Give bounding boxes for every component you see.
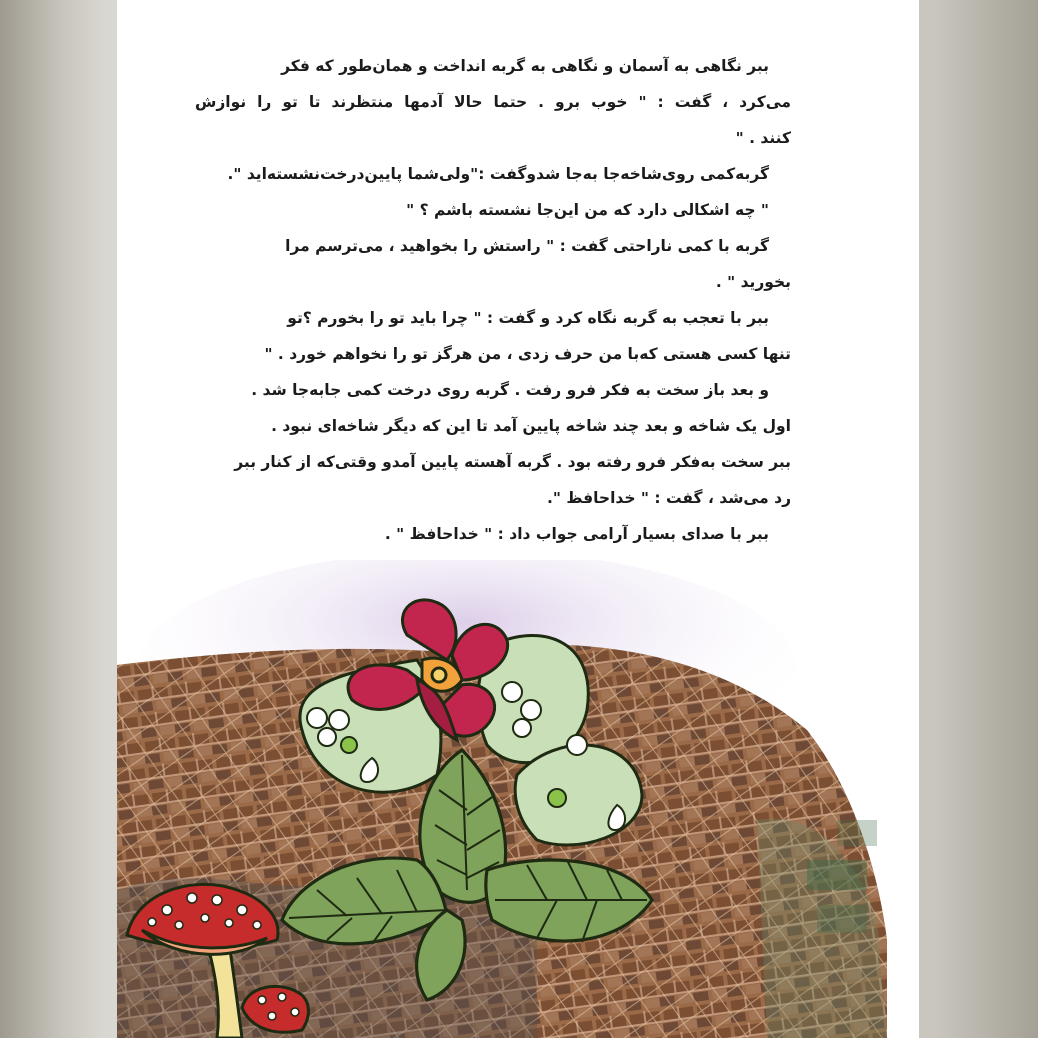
story-line-13: رد می‌شد ، گفت : " خداحافظ ". (546, 489, 791, 507)
story-line-1: ببر نگاهی به آسمان و نگاهی به گربه انداخت و همان‌طور که فکر (281, 57, 769, 75)
story-line-2: می‌کرد ، گفت : " خوب برو . حتما حالا آدمها منتظرند تا تو را نوازش (195, 93, 791, 111)
story-line-10: و بعد باز سخت به فکر فرو رفت . گربه روی درخت کمی جا‌به‌جا شد . (251, 381, 769, 399)
story-line-6: گربه با کمی ناراحتی گفت : " راستش را بخواهید ، می‌ترسم مرا (285, 237, 769, 255)
story-text (195, 48, 791, 552)
story-line-3: کنند . " (735, 129, 791, 147)
story-line-5: " چه اشکالی دارد که من این‌جا نشسته باشم ؟ " (406, 201, 769, 219)
story-line-9: تنها کسی هستی که‌با من حرف زدی ، من هرگز تو را نخواهم خورد . " (264, 345, 791, 363)
story-line-7: بخورید " . (715, 273, 791, 291)
story-line-12: ببر سخت به‌فکر فرو رفته بود . گربه آهسته پایین آمدو وقتی‌که از کنار ببر (234, 453, 791, 471)
story-line-8: ببر با تعجب به گربه نگاه کرد و گفت : " چرا باید تو را بخورم ؟تو (287, 309, 769, 327)
book-page (117, 0, 919, 1038)
flower-illustration (117, 560, 919, 1038)
story-line-11: اول یک شاخه و بعد چند شاخه پایین آمد تا این که دیگر شاخه‌ای نبود . (271, 417, 791, 435)
story-line-4: گربه‌کمی روی‌شاخه‌جا به‌جا شدوگفت :"ولی‌شما پایین‌درخت‌نشسته‌اید ". (227, 165, 769, 183)
story-line-14: ببر با صدای بسیار آرامی جواب داد : " خداحافظ " . (384, 525, 769, 543)
